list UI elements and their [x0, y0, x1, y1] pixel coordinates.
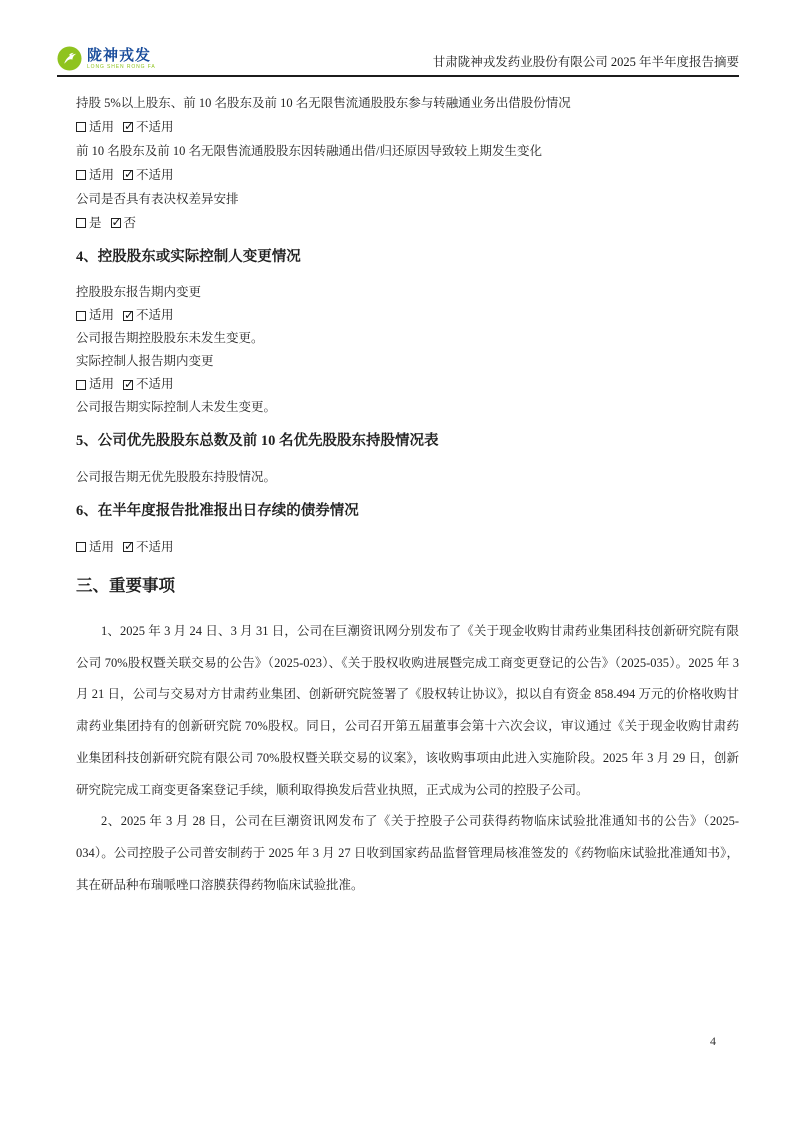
lending-situation-line: 持股 5%以上股东、前 10 名股东及前 10 名无限售流通股股东参与转融通业务出借股份情况	[76, 96, 571, 110]
checkbox-checked-icon	[123, 376, 135, 391]
option-no	[111, 211, 137, 235]
option-label: 不适用	[136, 308, 174, 322]
company-name-cn: 陇神戎发	[87, 47, 152, 64]
option-applicable	[76, 304, 114, 327]
actual-controller-change-line: 实际控制人报告期内变更	[76, 354, 214, 368]
option-label: 适用	[89, 308, 115, 322]
checkbox-checked-icon	[123, 119, 135, 133]
checkbox-unchecked-icon	[76, 170, 86, 180]
controlling-change-line: 控股股东报告期内变更	[76, 285, 202, 299]
option-not-applicable	[123, 115, 174, 139]
option-label: 否	[123, 216, 137, 230]
option-label: 适用	[89, 540, 115, 554]
section-4-heading: 4、控股股东或实际控制人变更情况	[76, 249, 301, 265]
option-not-applicable	[123, 373, 174, 396]
option-applicable	[76, 115, 114, 139]
lending-change-line: 前 10 名股东及前 10 名无限售流通股股东因转融通出借/归还原因导致较上期发生变化	[76, 144, 542, 158]
document-body	[76, 77, 739, 901]
checkbox-checked-icon	[123, 167, 135, 181]
document-title: 甘肃陇神戎发药业股份有限公司 2025 年半年度报告摘要	[432, 55, 739, 69]
check-icon: ✓	[124, 119, 135, 133]
checkbox-unchecked-icon	[76, 218, 86, 228]
page-number: 4	[710, 1034, 716, 1048]
option-label: 不适用	[136, 540, 174, 554]
major-events-paragraph-2: 2、2025 年 3 月 28 日，公司在巨潮资讯网发布了《关于控股子公司获得药物临床试验批准通知书的公告》（2025-034）。公司控股子公司普安制药于 2025 年 3 月 27 日收到国家药品监督管理局核准签发的《药物临床试验批准通知书》，其在研品种布瑞哌唑口溶膜获得药物临床试验批准。	[76, 814, 739, 892]
option-label: 不适用	[136, 168, 174, 182]
major-events-paragraph-1: 1、2025 年 3 月 24 日、3 月 31 日，公司在巨潮资讯网分别发布了《关于现金收购甘肃药业集团科技创新研究院有限公司 70%股权暨关联交易的公告》（2025-023）、《关于股权收购进展暨完成工商变更登记的公告》（2025-035）。2025 年 3 月 21 日，公司与交易对方甘肃药业集团、创新研究院签署了《股权转让协议》，拟以自有资金 858.494 万元的价格收购甘肃药业集团持有的创新研究院 70%股权。同日，公司召开第五届董事会第十六次会议，审议通过《关于现金收购甘肃药业集团科技创新研究院有限公司 70%股权暨关联交易的议案》，该收购事项由此进入实施阶段。2025 年 3 月 29 日，创新研究院完成工商变更备案登记手续，顺利取得换发后营业执照，正式成为公司的控股子公司。	[76, 624, 739, 797]
option-label: 是	[89, 216, 102, 230]
option-label: 不适用	[136, 377, 174, 391]
option-label: 适用	[89, 168, 115, 182]
check-icon: ✓	[124, 167, 135, 181]
controlling-applicability-row	[76, 304, 739, 327]
option-applicable	[76, 163, 114, 187]
option-applicable	[76, 535, 114, 559]
company-name-en: LONG SHEN RONG FA	[87, 64, 156, 70]
checkbox-checked-icon	[123, 539, 135, 553]
company-logo	[57, 46, 156, 71]
option-not-applicable	[123, 535, 174, 559]
checkbox-unchecked-icon	[76, 122, 86, 132]
option-not-applicable	[123, 304, 174, 327]
section-6-heading: 6、在半年度报告批准报出日存续的债券情况	[76, 503, 359, 519]
page-header	[57, 0, 739, 77]
option-yes	[76, 211, 102, 235]
preferred-shareholder-note: 公司报告期无优先股股东持股情况。	[76, 470, 277, 484]
checkbox-unchecked-icon	[76, 380, 86, 390]
company-logo-text	[87, 46, 156, 71]
option-label: 适用	[89, 377, 115, 391]
actual-controller-note-line: 公司报告期实际控制人未发生变更。	[76, 400, 277, 414]
major-events-heading: 三、重要事项	[76, 576, 175, 595]
voting-diff-yesno-row	[76, 211, 739, 235]
option-applicable	[76, 373, 114, 396]
check-icon: ✓	[124, 539, 135, 553]
check-icon: ✓	[124, 307, 135, 322]
checkbox-unchecked-icon	[76, 542, 86, 552]
actual-controller-applicability-row	[76, 373, 739, 396]
check-icon: ✓	[111, 215, 122, 229]
option-label: 适用	[89, 120, 115, 134]
controlling-note-line: 公司报告期控股股东未发生变更。	[76, 331, 264, 345]
bond-applicability-row	[76, 535, 739, 559]
voting-diff-line: 公司是否具有表决权差异安排	[76, 192, 239, 206]
checkbox-unchecked-icon	[76, 311, 86, 321]
check-icon: ✓	[124, 376, 135, 391]
checkbox-checked-icon	[111, 215, 122, 229]
company-logo-icon	[57, 46, 82, 71]
option-label: 不适用	[136, 120, 174, 134]
checkbox-checked-icon	[123, 307, 135, 322]
section-4-content	[76, 281, 739, 419]
section-5-heading: 5、公司优先股股东总数及前 10 名优先股股东持股情况表	[76, 433, 439, 449]
lending-applicability-row	[76, 115, 739, 139]
option-not-applicable	[123, 163, 174, 187]
change-applicability-row	[76, 163, 739, 187]
